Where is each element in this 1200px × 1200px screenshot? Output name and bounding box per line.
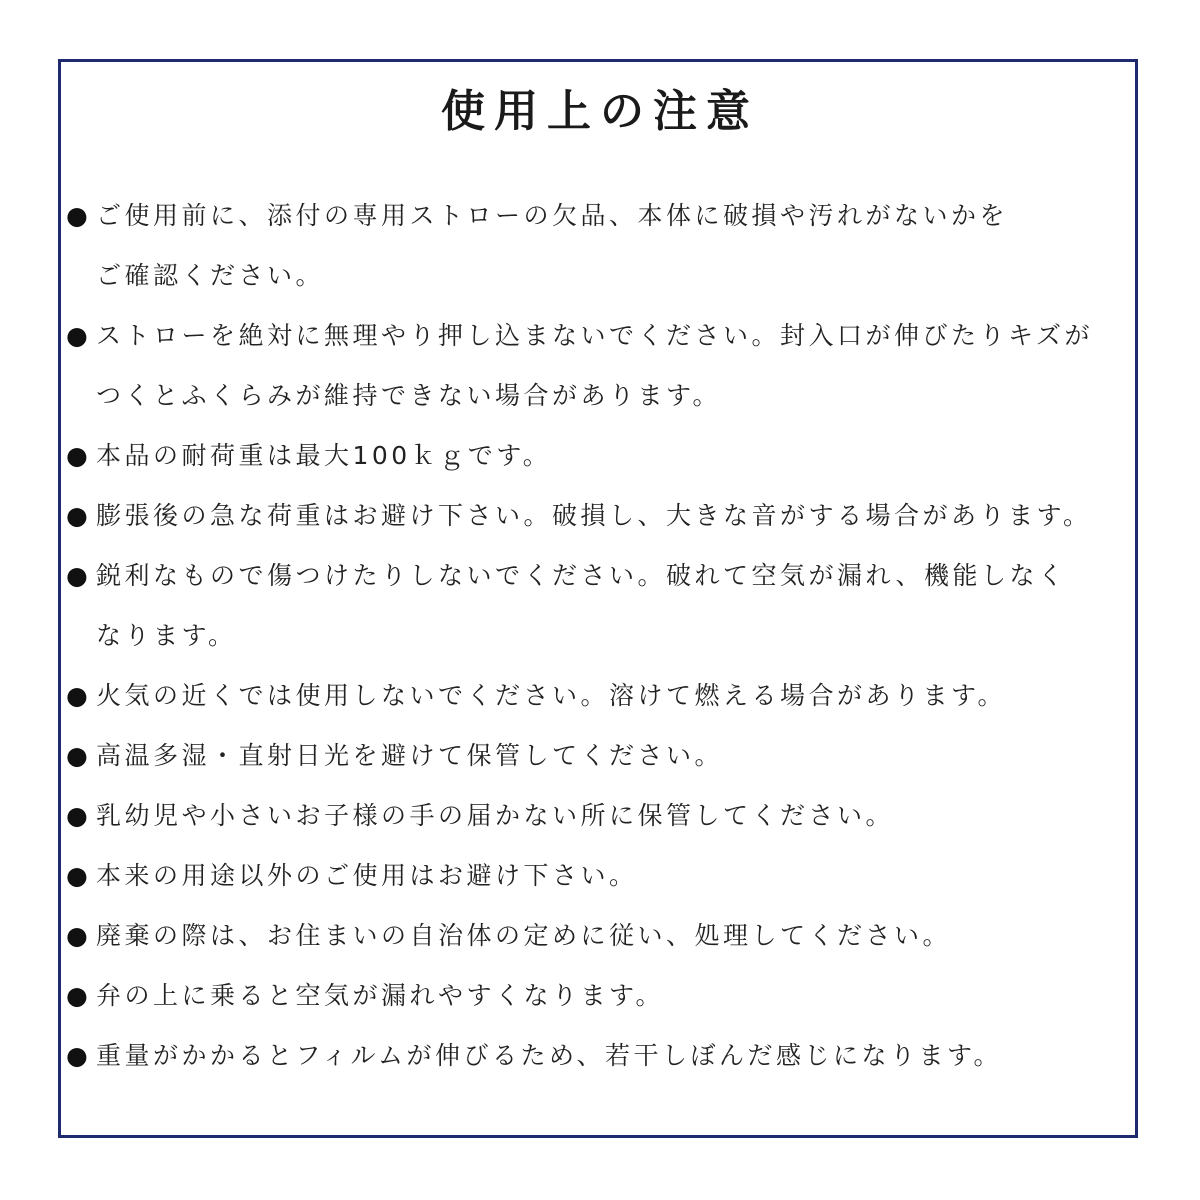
- caution-text: 膨張後の急な荷重はお避け下さい。破損し、大きな音がする場合があります。: [96, 501, 1092, 530]
- caution-text: 廃棄の際は、お住まいの自治体の定めに従い、処理してください。: [96, 921, 952, 950]
- caution-text: 高温多湿・直射日光を避けて保管してください。: [96, 741, 724, 770]
- caution-list: [66, 186, 1134, 1086]
- caution-text: 弁の上に乗ると空気が漏れやすくなります。: [96, 981, 665, 1010]
- bullet-icon: ●: [66, 741, 88, 770]
- list-item: [66, 666, 1134, 726]
- caution-text: ご使用前に、添付の専用ストローの欠品、本体に破損や汚れがないかを ご確認ください。: [96, 201, 1009, 290]
- list-item: [66, 306, 1134, 426]
- list-item: [66, 546, 1134, 666]
- bullet-icon: ●: [66, 981, 88, 1010]
- list-item: [66, 966, 1134, 1026]
- caution-text: 乳幼児や小さいお子様の手の届かない所に保管してください。: [96, 801, 895, 830]
- list-item: [66, 846, 1134, 906]
- caution-text: 本品の耐荷重は最大100ｋｇです。: [96, 441, 552, 470]
- list-item: [66, 906, 1134, 966]
- bullet-icon: ●: [66, 441, 88, 470]
- list-item: [66, 186, 1134, 306]
- caution-text: 鋭利なもので傷つけたりしないでください。破れて空気が漏れ、機能しなく なります。: [96, 561, 1067, 650]
- list-item: [66, 726, 1134, 786]
- bullet-icon: ●: [66, 321, 88, 350]
- list-item: [66, 486, 1134, 546]
- bullet-icon: ●: [66, 201, 88, 230]
- bullet-icon: ●: [66, 561, 88, 590]
- caution-text: ストローを絶対に無理やり押し込まないでください。封入口が伸びたりキズが つくとふくらみが維持できない場合があります。: [96, 321, 1094, 410]
- bullet-icon: ●: [66, 801, 88, 830]
- list-item: [66, 426, 1134, 486]
- bullet-icon: ●: [66, 681, 88, 710]
- caution-text: 重量がかかるとフィルムが伸びるため、若干しぼんだ感じになります。: [96, 1041, 1003, 1070]
- bullet-icon: ●: [66, 921, 88, 950]
- bullet-icon: ●: [66, 1041, 88, 1070]
- page-title: 使用上の注意: [441, 86, 759, 137]
- caution-text: 火気の近くでは使用しないでください。溶けて燃える場合があります。: [96, 681, 1007, 710]
- caution-text: 本来の用途以外のご使用はお避け下さい。: [96, 861, 638, 890]
- bullet-icon: ●: [66, 861, 88, 890]
- list-item: [66, 1026, 1134, 1086]
- bullet-icon: ●: [66, 501, 88, 530]
- list-item: [66, 786, 1134, 846]
